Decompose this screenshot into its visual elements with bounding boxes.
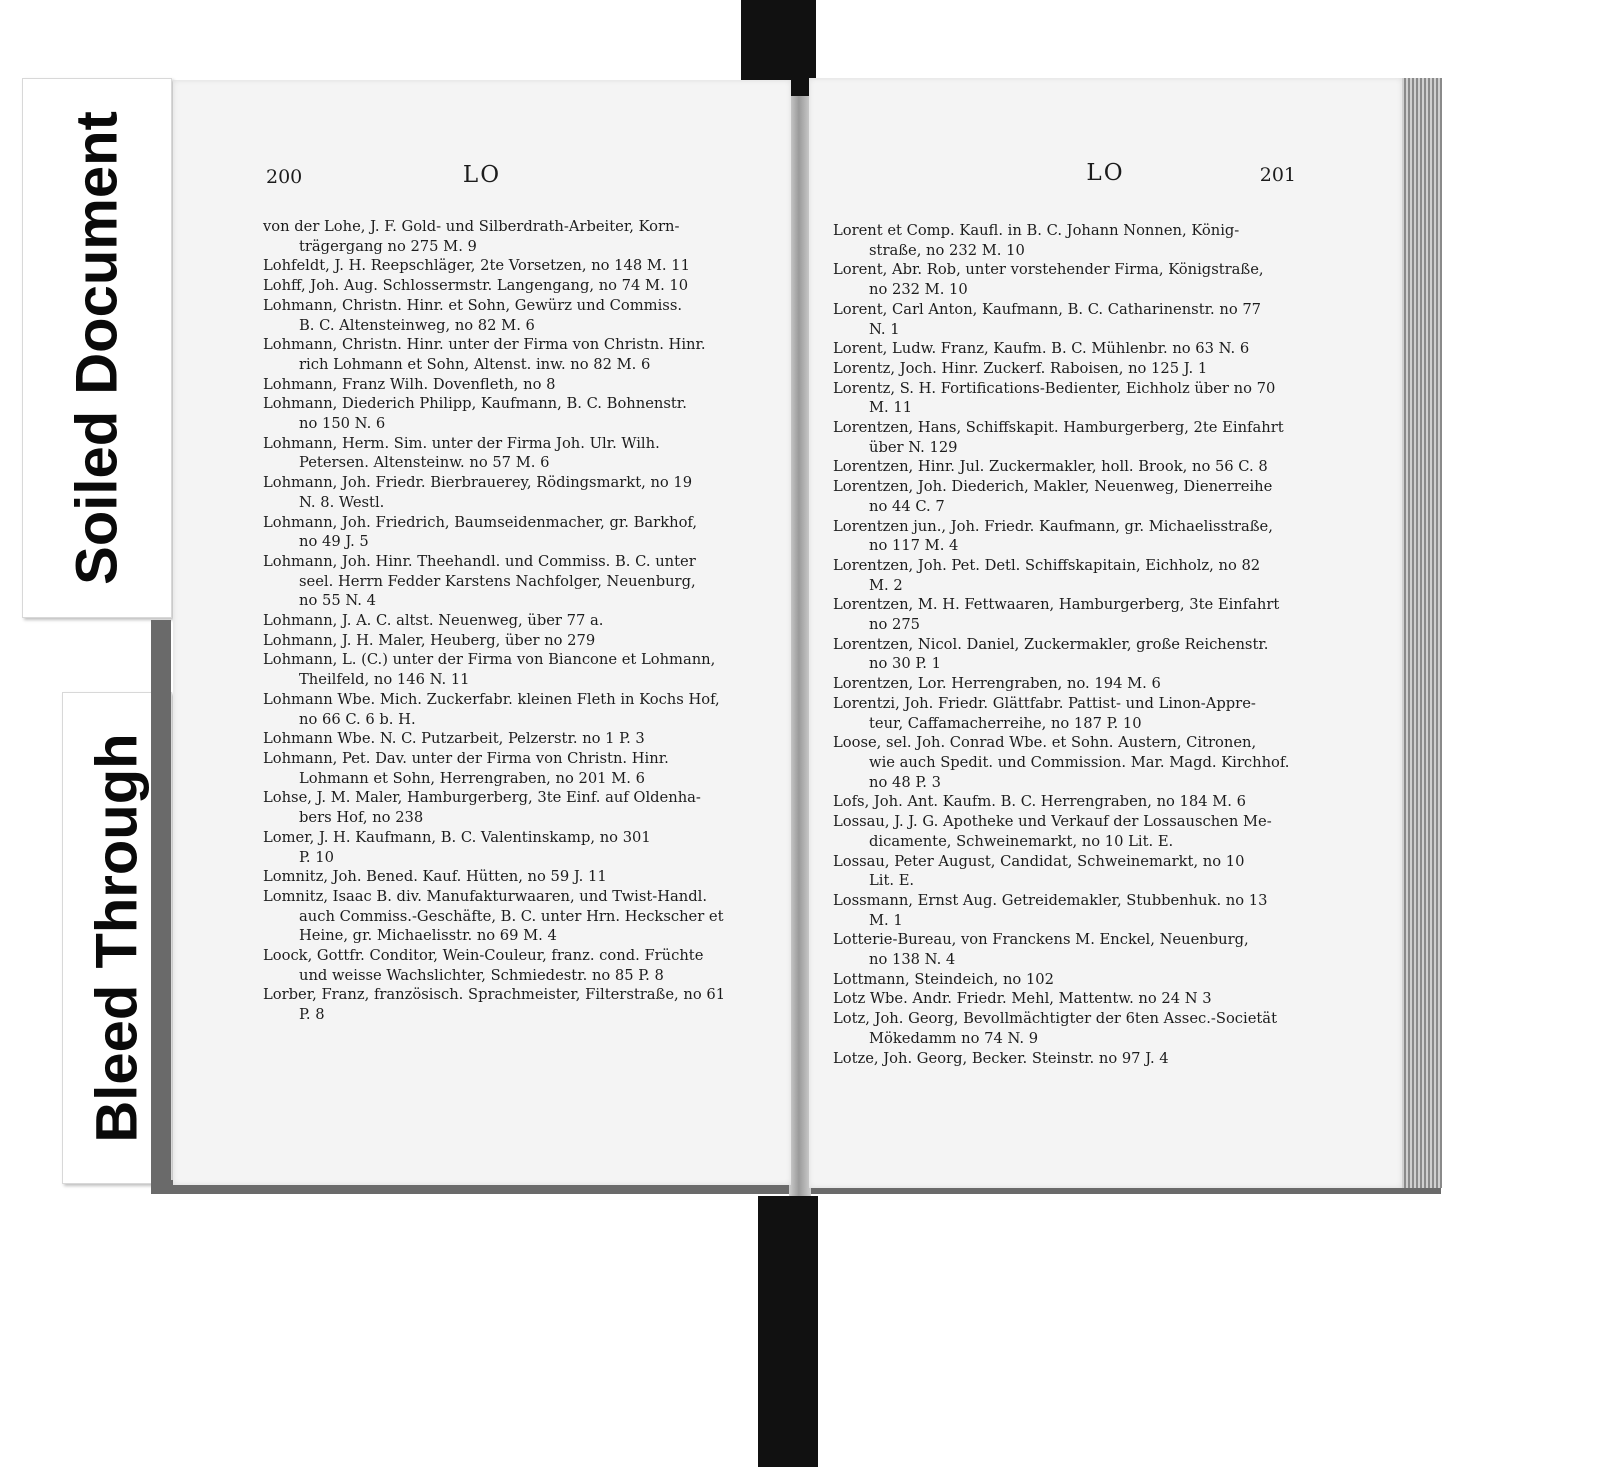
directory-entry xyxy=(833,300,1373,339)
entry-continuation-line: Mökedamm no 74 N. 9 xyxy=(869,1029,1039,1047)
running-head: LO xyxy=(1086,160,1125,186)
directory-entry xyxy=(833,852,1373,891)
entry-continuation-line: no 49 J. 5 xyxy=(299,533,369,551)
page-number: 201 xyxy=(1259,164,1296,186)
directory-entry xyxy=(263,650,763,689)
entry-continuation-line: rich Lohmann et Sohn, Altenst. inw. no 82 M. 6 xyxy=(299,355,651,373)
directory-entry xyxy=(833,674,1373,694)
entry-name-line: Loock, Gottfr. Conditor, Wein-Couleur, franz. cond. Früchte xyxy=(263,947,704,965)
entry-continuation-line: no 150 N. 6 xyxy=(299,415,386,433)
entry-continuation-line: no 138 N. 4 xyxy=(869,951,956,969)
entry-name-line: Lohmann, Christn. Hinr. unter der Firma von Christn. Hinr. xyxy=(263,336,706,354)
entry-continuation-line: M. 2 xyxy=(869,576,903,594)
entry-name-line: Lotze, Joh. Georg, Becker. Steinstr. no 97 J. 4 xyxy=(833,1049,1169,1067)
entry-continuation-line: Lit. E. xyxy=(869,872,915,890)
entry-continuation-line: no 275 xyxy=(869,616,921,634)
directory-entry xyxy=(833,418,1373,457)
entry-continuation-line: no 30 P. 1 xyxy=(869,655,941,673)
entry-continuation-line: seel. Herrn Fedder Karstens Nachfolger, Neuenburg, xyxy=(299,572,696,590)
entry-name-line: Lohmann, Joh. Friedrich, Baumseidenmacher, gr. Barkhof, xyxy=(263,513,697,531)
directory-entry xyxy=(263,256,763,276)
entry-continuation-line: no 48 P. 3 xyxy=(869,773,941,791)
directory-entry xyxy=(833,359,1373,379)
directory-entry xyxy=(833,260,1373,299)
entry-name-line: von der Lohe, J. F. Gold- und Silberdrath-Arbeiter, Korn- xyxy=(263,218,680,235)
directory-entry xyxy=(263,828,763,867)
entry-continuation-line: M. 11 xyxy=(869,399,913,417)
directory-entry xyxy=(833,517,1373,556)
entry-name-line: Lohmann, Joh. Friedr. Bierbrauerey, Rödingsmarkt, no 19 xyxy=(263,474,693,492)
directory-entry xyxy=(833,1009,1373,1048)
entry-name-line: Lohmann, Diederich Philipp, Kaufmann, B. C. Bohnenstr. xyxy=(263,395,687,413)
entry-name-line: Lohmann, Joh. Hinr. Theehandl. und Commiss. B. C. unter xyxy=(263,552,696,570)
entry-name-line: Lohfeldt, J. H. Reepschläger, 2te Vorsetzen, no 148 M. 11 xyxy=(263,257,690,275)
directory-entry xyxy=(263,552,763,611)
left-page xyxy=(173,80,791,1185)
directory-entry xyxy=(263,335,763,374)
entry-continuation-line: M. 1 xyxy=(869,911,903,929)
entry-name-line: Lohmann, L. (C.) unter der Firma von Biancone et Lohmann, xyxy=(263,651,716,669)
entry-name-line: Lohmann, Franz Wilh. Dovenfleth, no 8 xyxy=(263,375,556,393)
book-gutter xyxy=(789,96,811,1196)
directory-entry xyxy=(833,595,1373,634)
entry-continuation-line: N. 1 xyxy=(869,320,900,338)
directory-entry xyxy=(263,631,763,651)
directory-entry xyxy=(833,989,1373,1009)
directory-entry xyxy=(263,434,763,473)
book-cover-edge xyxy=(151,620,171,1193)
entry-continuation-line: Petersen. Altensteinw. no 57 M. 6 xyxy=(299,454,550,472)
entry-continuation-line: Theilfeld, no 146 N. 11 xyxy=(299,671,470,689)
entry-continuation-line: N. 8. Westl. xyxy=(299,493,385,511)
directory-entry xyxy=(833,635,1373,674)
entry-name-line: Lohse, J. M. Maler, Hamburgerberg, 3te Einf. auf Oldenha- xyxy=(263,789,701,807)
directory-entry xyxy=(263,394,763,433)
entry-name-line: Lomer, J. H. Kaufmann, B. C. Valentinskamp, no 301 xyxy=(263,828,651,846)
right-page-header xyxy=(809,160,1402,190)
entry-name-line: Lohmann, Christn. Hinr. et Sohn, Gewürz und Commiss. xyxy=(263,296,683,314)
entry-name-line: Lohmann, J. H. Maler, Heuberg, über no 279 xyxy=(263,631,596,649)
entry-name-line: Lohmann, Herm. Sim. unter der Firma Joh. Ulr. Wilh. xyxy=(263,434,660,452)
entry-continuation-line: über N. 129 xyxy=(869,438,958,456)
right-page xyxy=(809,78,1402,1188)
entry-name-line: Lorber, Franz, französisch. Sprachmeister, Filterstraße, no 61 xyxy=(263,986,726,1004)
directory-entry xyxy=(263,611,763,631)
directory-entry xyxy=(833,457,1373,477)
directory-entry xyxy=(263,946,763,985)
running-head: LO xyxy=(462,162,502,188)
entry-continuation-line: P. 8 xyxy=(299,1006,325,1024)
directory-entry xyxy=(833,221,1373,260)
entry-name-line: Lohmann, Pet. Dav. unter der Firma von Christn. Hinr. xyxy=(263,749,669,767)
entry-continuation-line: dicamente, Schweinemarkt, no 10 Lit. E. xyxy=(869,832,1174,850)
entry-name-line: Lotz, Joh. Georg, Bevollmächtigter der 6ten Assec.-Societät xyxy=(833,1010,1277,1028)
entry-continuation-line: wie auch Spedit. und Commission. Mar. Magd. Kirchhof. xyxy=(869,753,1290,771)
entry-name-line: Lohff, Joh. Aug. Schlossermstr. Langengang, no 74 M. 10 xyxy=(263,277,689,295)
entry-continuation-line: teur, Caffamacherreihe, no 187 P. 10 xyxy=(869,714,1142,732)
page-number: 200 xyxy=(266,166,303,188)
entry-name-line: Lorent, Ludw. Franz, Kaufm. B. C. Mühlenbr. no 63 N. 6 xyxy=(833,340,1250,358)
entry-name-line: Lorent et Comp. Kaufl. in B. C. Johann Nonnen, König- xyxy=(833,222,1240,239)
directory-entry xyxy=(263,513,763,552)
directory-entry xyxy=(263,985,763,1024)
entry-name-line: Lorentzen, Hinr. Jul. Zuckermakler, holl. Brook, no 56 C. 8 xyxy=(833,458,1268,476)
directory-entry xyxy=(833,339,1373,359)
directory-entry xyxy=(833,733,1373,792)
entry-continuation-line: no 117 M. 4 xyxy=(869,537,959,555)
entry-name-line: Lorentzen, Hans, Schiffskapit. Hamburgerberg, 2te Einfahrt xyxy=(833,419,1284,437)
directory-entry xyxy=(263,788,763,827)
directory-entry xyxy=(263,867,763,887)
entry-name-line: Lomnitz, Isaac B. div. Manufakturwaaren, und Twist-Handl. xyxy=(263,887,708,905)
entry-continuation-line: no 44 C. 7 xyxy=(869,497,945,515)
soiled-document-label: Soiled Document xyxy=(22,78,172,618)
right-entry-list xyxy=(833,221,1373,1068)
entry-name-line: Lorentzen, M. H. Fettwaaren, Hamburgerberg, 3te Einfahrt xyxy=(833,596,1280,614)
entry-name-line: Lossmann, Ernst Aug. Getreidemakler, Stubbenhuk. no 13 xyxy=(833,891,1268,909)
directory-entry xyxy=(263,887,763,946)
bleed-through-label: Bleed Through xyxy=(62,692,172,1184)
entry-continuation-line: trägergang no 275 M. 9 xyxy=(299,237,477,255)
entry-name-line: Lorentzen, Nicol. Daniel, Zuckermakler, große Reichenstr. xyxy=(833,635,1269,653)
directory-entry xyxy=(263,375,763,395)
entry-name-line: Lohmann Wbe. Mich. Zuckerfabr. kleinen Fleth in Kochs Hof, xyxy=(263,690,720,708)
entry-name-line: Lossau, Peter August, Candidat, Schweinemarkt, no 10 xyxy=(833,852,1245,870)
entry-name-line: Lotz Wbe. Andr. Friedr. Mehl, Mattentw. no 24 N 3 xyxy=(833,990,1212,1008)
left-entry-list xyxy=(263,217,763,1025)
entry-continuation-line: no 66 C. 6 b. H. xyxy=(299,710,416,728)
directory-entry xyxy=(263,749,763,788)
directory-entry xyxy=(833,694,1373,733)
entry-name-line: Lomnitz, Joh. Bened. Kauf. Hütten, no 59 J. 11 xyxy=(263,868,607,886)
directory-entry xyxy=(833,891,1373,930)
directory-entry xyxy=(833,970,1373,990)
directory-entry xyxy=(833,379,1373,418)
directory-entry xyxy=(263,690,763,729)
directory-entry xyxy=(263,276,763,296)
entry-continuation-line: auch Commiss.-Geschäfte, B. C. unter Hrn. Heckscher et xyxy=(299,907,724,925)
directory-entry xyxy=(263,217,763,256)
directory-entry xyxy=(833,477,1373,516)
entry-continuation-line: und weisse Wachslichter, Schmiedestr. no 85 P. 8 xyxy=(299,966,664,984)
entry-name-line: Loose, sel. Joh. Conrad Wbe. et Sohn. Austern, Citronen, xyxy=(833,734,1257,752)
entry-name-line: Lorent, Abr. Rob, unter vorstehender Firma, Königstraße, xyxy=(833,261,1264,279)
entry-continuation-line: Lohmann et Sohn, Herrengraben, no 201 M. 6 xyxy=(299,769,645,787)
entry-name-line: Lorentzen, Joh. Pet. Detl. Schiffskapitain, Eichholz, no 82 xyxy=(833,556,1261,574)
left-page-header xyxy=(173,162,791,192)
entry-name-line: Lotterie-Bureau, von Franckens M. Enckel, Neuenburg, xyxy=(833,931,1249,949)
entry-name-line: Lorentz, S. H. Fortifications-Bedienter, Eichholz über no 70 xyxy=(833,379,1276,397)
page-stack-edge xyxy=(1400,78,1442,1188)
entry-continuation-line: straße, no 232 M. 10 xyxy=(869,241,1025,259)
entry-name-line: Lorentzen, Lor. Herrengraben, no. 194 M. 6 xyxy=(833,675,1161,693)
entry-name-line: Lossau, J. J. G. Apotheke und Verkauf der Lossauschen Me- xyxy=(833,813,1272,831)
entry-name-line: Lohmann Wbe. N. C. Putzarbeit, Pelzerstr. no 1 P. 3 xyxy=(263,730,645,748)
entry-name-line: Lottmann, Steindeich, no 102 xyxy=(833,970,1054,988)
directory-entry xyxy=(833,792,1373,812)
entry-name-line: Lorentz, Joch. Hinr. Zuckerf. Raboisen, no 125 J. 1 xyxy=(833,359,1208,377)
entry-name-line: Lorent, Carl Anton, Kaufmann, B. C. Catharinenstr. no 77 xyxy=(833,300,1262,318)
entry-continuation-line: no 232 M. 10 xyxy=(869,281,968,299)
entry-name-line: Lorentzen, Joh. Diederich, Makler, Neuenweg, Dienerreihe xyxy=(833,478,1273,496)
entry-name-line: Lorentzen jun., Joh. Friedr. Kaufmann, gr. Michaelisstraße, xyxy=(833,517,1273,535)
entry-continuation-line: B. C. Altensteinweg, no 82 M. 6 xyxy=(299,316,535,334)
entry-name-line: Lohmann, J. A. C. altst. Neuenweg, über 77 a. xyxy=(263,612,604,630)
directory-entry xyxy=(263,473,763,512)
directory-entry xyxy=(833,1049,1373,1069)
directory-entry xyxy=(833,556,1373,595)
directory-entry xyxy=(833,812,1373,851)
entry-name-line: Lorentzi, Joh. Friedr. Glättfabr. Pattist- und Linon-Appre- xyxy=(833,694,1256,712)
directory-entry xyxy=(833,930,1373,969)
entry-continuation-line: Heine, gr. Michaelisstr. no 69 M. 4 xyxy=(299,927,557,945)
entry-continuation-line: P. 10 xyxy=(299,848,334,866)
bookmark-ribbon-bottom xyxy=(758,1196,818,1467)
entry-continuation-line: no 55 N. 4 xyxy=(299,592,376,610)
directory-entry xyxy=(263,296,763,335)
entry-name-line: Lofs, Joh. Ant. Kaufm. B. C. Herrengraben, no 184 M. 6 xyxy=(833,793,1246,811)
entry-continuation-line: bers Hof, no 238 xyxy=(299,809,424,827)
directory-entry xyxy=(263,729,763,749)
